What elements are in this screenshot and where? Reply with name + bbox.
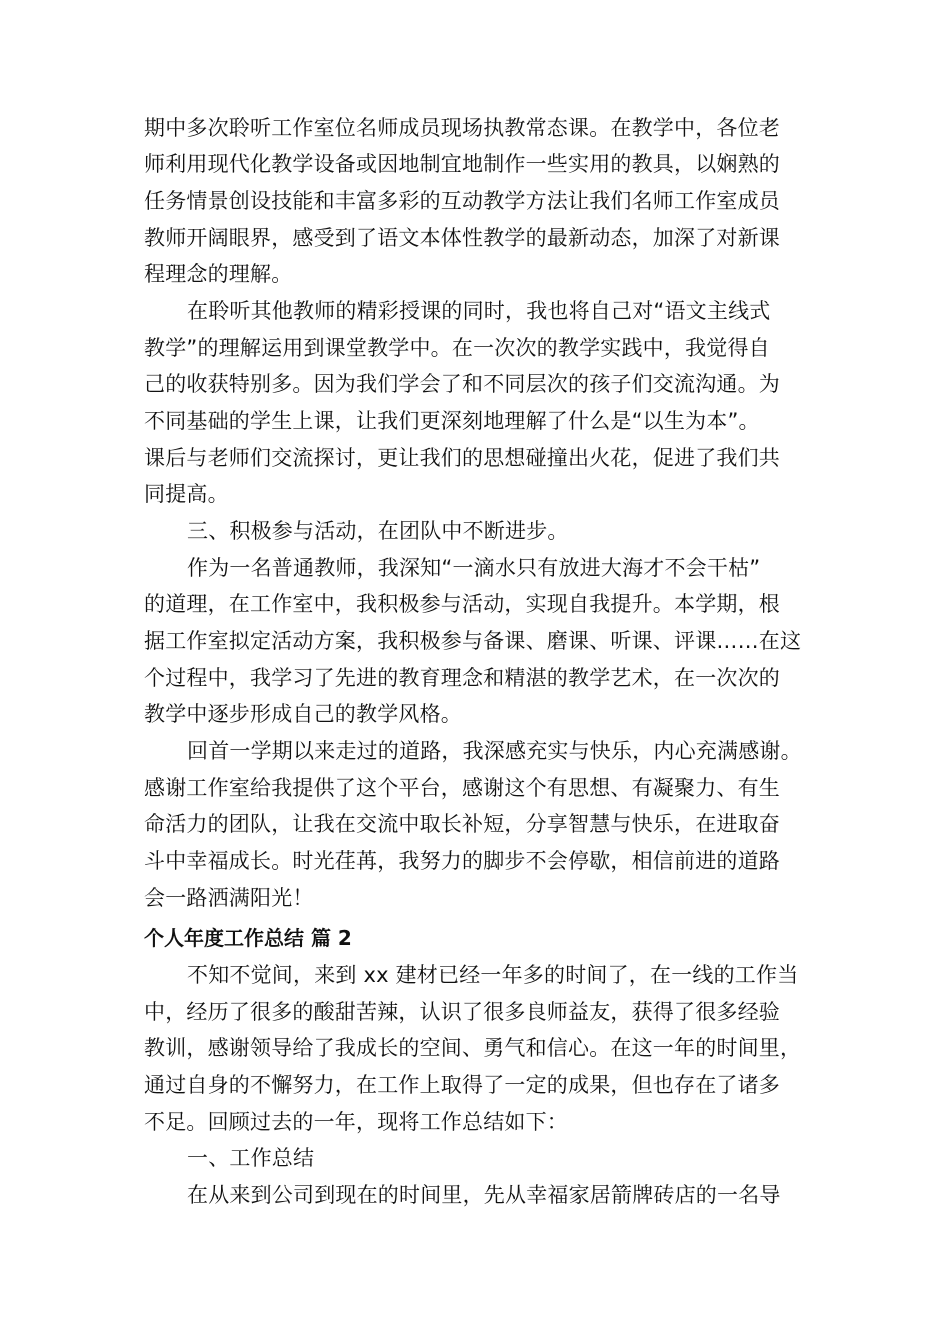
text-line: 命活力的团队，让我在交流中取长补短，分享智慧与快乐，在进取奋 [144,812,780,836]
section-heading: 个人年度工作总结 篇 2 [144,926,352,950]
text-line: 期中多次聆听工作室位名师成员现场执教常态课。在教学中，各位老 [144,116,780,140]
text-line: 感谢工作室给我提供了这个平台，感谢这个有思想、有凝聚力、有生 [144,776,780,800]
text-line: 师利用现代化教学设备或因地制宜地制作一些实用的教具，以娴熟的 [144,152,780,176]
text-line: 的道理，在工作室中，我积极参与活动，实现自我提升。本学期，根 [144,592,780,616]
text-line: 教师开阔眼界，感受到了语文本体性教学的最新动态，加深了对新课 [144,226,780,250]
text-line: 课后与老师们交流探讨，更让我们的思想碰撞出火花，促进了我们共 [144,446,780,470]
text-line: 会一路洒满阳光！ [144,886,314,910]
text-line: 教训，感谢领导给了我成长的空间、勇气和信心。在这一年的时间里， [144,1036,802,1060]
text-line: 不足。回顾过去的一年，现将工作总结如下： [144,1110,568,1134]
text-line: 不知不觉间，来到 xx 建材已经一年多的时间了，在一线的工作当 [187,963,799,987]
text-line: 不同基础的学生上课，让我们更深刻地理解了什么是“以生为本”。 [144,409,760,433]
text-line: 作为一名普通教师，我深知“一滴水只有放进大海才不会干枯” [187,556,761,580]
text-line: 教学”的理解运用到课堂教学中。在一次次的教学实践中，我觉得自 [144,336,770,360]
text-line: 在从来到公司到现在的时间里，先从幸福家居箭牌砖店的一名导 [187,1183,781,1207]
text-line: 己的收获特别多。因为我们学会了和不同层次的孩子们交流沟通。为 [144,372,780,396]
subheading-line: 一、工作总结 [187,1146,315,1170]
text-line: 斗中幸福成长。时光荏苒，我努力的脚步不会停歇，相信前进的道路 [144,849,780,873]
subheading-line: 三、积极参与活动，在团队中不断进步。 [187,519,569,543]
text-line: 据工作室拟定活动方案，我积极参与备课、磨课、听课、评课……在这 [144,629,802,653]
text-line: 任务情景创设技能和丰富多彩的互动教学方法让我们名师工作室成员 [144,189,780,213]
text-line: 中，经历了很多的酸甜苦辣，认识了很多良师益友，获得了很多经验 [144,1000,780,1024]
text-line: 通过自身的不懈努力，在工作上取得了一定的成果，但也存在了诸多 [144,1073,780,1097]
text-line: 同提高。 [144,482,229,506]
text-line: 个过程中，我学习了先进的教育理念和精湛的教学艺术，在一次次的 [144,666,780,690]
text-line: 教学中逐步形成自己的教学风格。 [144,702,462,726]
text-line: 程理念的理解。 [144,262,293,286]
text-line: 在聆听其他教师的精彩授课的同时，我也将自己对“语文主线式 [187,299,771,323]
text-line: 回首一学期以来走过的道路，我深感充实与快乐，内心充满感谢。 [187,739,802,763]
